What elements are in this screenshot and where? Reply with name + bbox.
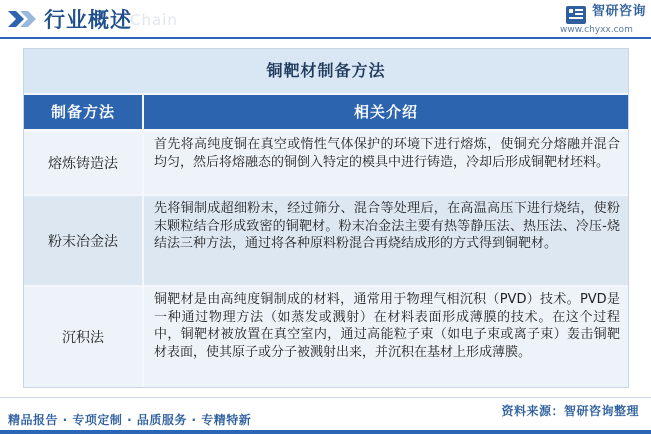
table-row — [24, 287, 628, 387]
chyxx-logo-icon — [565, 4, 587, 26]
table-row — [24, 132, 628, 194]
method-cell: 沉积法 — [24, 287, 142, 387]
section-title: 行业概述 — [44, 8, 132, 32]
intro-cell: 铜靶材是由高纯度铜制成的材料，通常用于物理气相沉积（PVD）技术。PVD是一种通过物理方法（如蒸发或溅射）在材料表面形成薄膜的技术。在这个过程中，铜靶材被放置在真空室内，通过高能粒子束（如电子束或离子束）轰击铜靶材表面，使其原子或分子被溅射出来，并沉积在基材上形成薄膜。 — [144, 287, 628, 387]
double-chevron-right-icon — [6, 9, 40, 29]
footer-bar — [0, 430, 651, 434]
services-tagline: 精品报告 · 专项定制 · 品质服务 · 专精特新 — [8, 413, 252, 427]
header-divider — [0, 37, 651, 39]
method-cell: 熔炼铸造法 — [24, 132, 142, 194]
intro-cell: 首先将高纯度铜在真空或惰性气体保护的环境下进行熔炼，使铜充分熔融并混合均匀，然后将熔融态的铜倒入特定的模具中进行铸造，冷却后形成铜靶材坯料。 — [144, 132, 628, 194]
methods-table — [23, 48, 629, 388]
page-header — [0, 0, 651, 40]
brand-url: www.chyxx.com — [560, 25, 633, 35]
method-cell: 粉末冶金法 — [24, 196, 142, 285]
table-row — [24, 196, 628, 285]
source-note: 资料来源：智研咨询整理 — [501, 404, 639, 418]
intro-cell: 先将铜制成超细粉末，经过筛分、混合等处理后，在高温高压下进行烧结，使粉末颗粒结合形成致密的铜靶材。粉末冶金法主要有热等静压法、热压法、冷压-烧结法三种方法，通过将各种原料粉混合再烧结成形的方式得到铜靶材。 — [144, 196, 628, 285]
table-title: 铜靶材制备方法 — [24, 49, 628, 93]
column-header-intro: 相关介绍 — [144, 95, 628, 129]
header-watermark: Chain — [130, 11, 178, 29]
brand-name: 智研咨询 — [592, 4, 647, 19]
footer-divider — [0, 397, 651, 398]
column-header-method: 制备方法 — [24, 95, 142, 129]
